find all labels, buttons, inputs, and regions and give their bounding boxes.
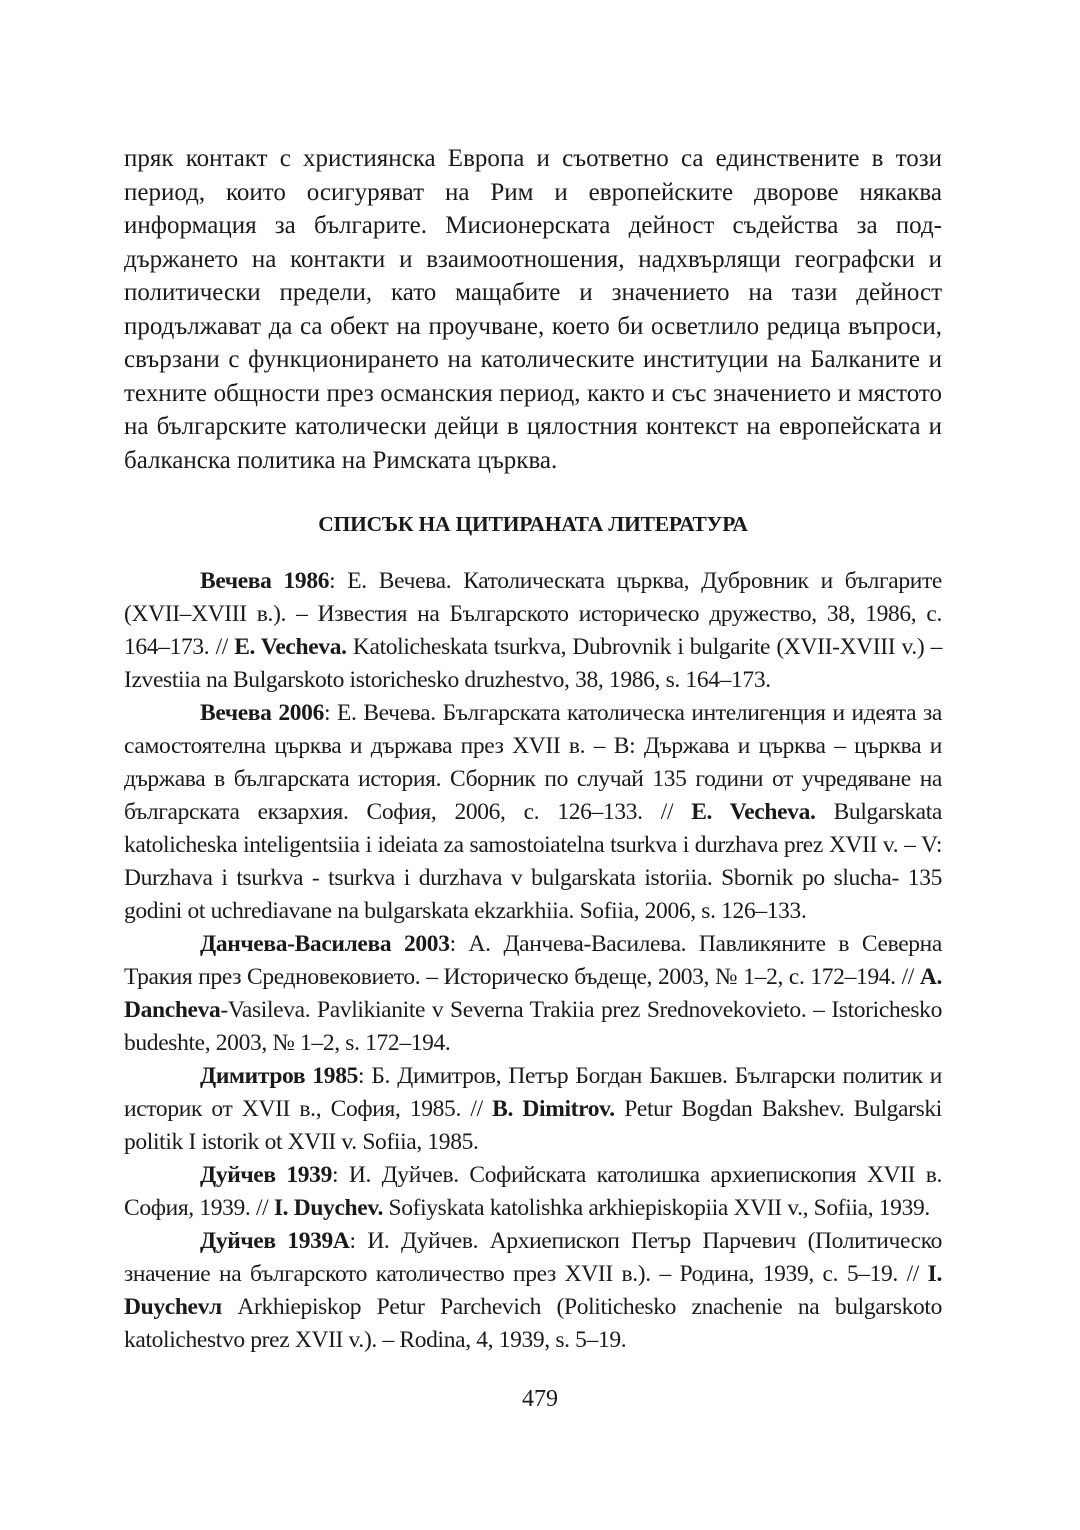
entry-key: Дуйчев 1939А [200, 1228, 350, 1254]
entry-translit-text: Sofiyskata katolishka arkhiepiskopiia XVII v., Sofiia, 1939. [382, 1195, 930, 1221]
entry-translit-author: E. Vecheva. [234, 634, 347, 660]
entry-key: Вечева 1986 [200, 568, 330, 594]
entry-key: Данчева-Василева 2003 [200, 931, 450, 957]
bibliography-heading: СПИСЪК НА ЦИТИРАНАТА ЛИТЕРАТУРА [318, 512, 748, 536]
page-body [124, 142, 942, 1357]
entry-text: И. Дуйчев. Софийската католишка архиепископия XVII в. София, 1939. // [124, 1162, 942, 1221]
body-paragraph: пряк контакт с християнска Европа и съответно са единствените в този период, които осигуряват на Рим и европейските дворове някаква информация за българите. Мисионерската дейност съдейства за поддържането на контакти и взаимоотношения, надхвърлящи географски и политически предели, като мащабите и значението на тази дейност продължават да са обект на проучване, което би осветлило редица въпроси, свързани с функционирането на католическите институции на Балканите и техните общности през османския период, както и със значението и мястото на българските католически дейци в цялостния контекст на европейската и балканска политика на Римската църква. [124, 145, 942, 474]
page-number: 479 [522, 1386, 558, 1412]
entry-translit-text: Katolicheskata tsurkva, Dubrovnik i bulgarite (XVII-XVIII v.) – Izvestiia na Bulgarskoto istorichesko druzhestvo, 38, 1986, s. 164–173. [124, 634, 942, 693]
entry-key: Вечева 2006 [200, 700, 324, 726]
bibliography-entry: Дуйчев 1939: И. Дуйчев. Софийската католишка архиепископия XVII в. София, 1939. // I. Duychev. Sofiyskata katolishka arkhiepiskopiia XVII v., Sofiia, 1939. [124, 1162, 942, 1221]
entry-translit-author: I. Duychev. [273, 1195, 383, 1221]
entry-translit-text: -Vasileva. Pavlikianite v Severna Trakiia prez Srednovekovieto. – Istorichesko budeshte, 2003, № 1–2, s. 172–194. [124, 997, 942, 1056]
bibliography-entry: Вечева 1986: Е. Вечева. Католическата църква, Дубровник и българите (XVII–XVIII в.). – Известия на Българското историческо дружество, 38, 1986, с. 164–173. // E. Vecheva. Katolicheskata tsurkva, Dubrovnik i bulgarite (XVII-XVIII v.) – Izvestiia na Bulgarskoto istorichesko druzhestvo, 38, 1986, s. 164–173. [124, 568, 942, 693]
entry-translit-text: Bulgarskata katolicheska inteligentsiia i ideiata za samostoiatelna tsurkva i durzhava prez XVII v. – V: Durzhava i tsurkva - tsurkva i durzhava v bulgarskata istoriia. Sbornik po slucha- 135 godini ot uchrediavane na bulgarskata ekzarkhiia. Sofiia, 2006, s. 126–133. [124, 799, 942, 924]
entry-translit-author: B. Dimitrov. [492, 1096, 615, 1122]
entry-text: А. Данчева-Василева. Павликяните в Северна Тракия през Средновековието. – Историческо бъдеще, 2003, № 1–2, с. 172–194. // [124, 931, 942, 990]
entry-translit-author: I. Duychevл [124, 1261, 942, 1320]
entry-translit-author: E. Vecheva. [691, 799, 816, 825]
bibliography-entry: Димитров 1985: Б. Димитров, Петър Богдан Бакшев. Български политик и историк от XVII в., София, 1985. // B. Dimitrov. Petur Bogdan Bakshev. Bulgarski politik I istorik ot XVII v. Sofiia, 1985. [124, 1063, 942, 1155]
entry-key: Дуйчев 1939 [200, 1162, 332, 1188]
bibliography-list [124, 565, 942, 1357]
entry-translit-text: Arkhiepiskop Petur Parchevich (Politichesko znachenie na bulgarskoto katolichestvo prez XVII v.). – Rodina, 4, 1939, s. 5–19. [124, 1294, 942, 1353]
entry-text: Е. Вечева. Българската католическа интелигенция и идеята за самостоятелна църква и държава през XVII в. – В: Държава и църква – църква и държава в българската история. Сборник по случай 135 години от учредяване на българската екзархия. София, 2006, с. 126–133. // [124, 700, 943, 825]
entry-text: Е. Вечева. Католическата църква, Дубровник и българите (XVII–XVIII в.). – Известия на Българското историческо дружество, 38, 1986, с. 164–173. // [124, 568, 942, 660]
bibliography-entry: Дуйчев 1939А: И. Дуйчев. Архиепископ Петър Парчевич (Политическо значение на българското католичество през XVII в.). – Родина, 1939, с. 5–19. // I. Duychevл Arkhiepiskop Petur Parchevich (Politichesko znachenie na bulgarskoto katolichestvo prez XVII v.). – Rodina, 4, 1939, s. 5–19. [124, 1228, 942, 1353]
entry-text: Б. Димитров, Петър Богдан Бакшев. Български политик и историк от XVII в., София, 1985. // [124, 1063, 942, 1122]
entry-translit-author: A. Dancheva [124, 964, 942, 1023]
bibliography-entry: Данчева-Василева 2003: А. Данчева-Василева. Павликяните в Северна Тракия през Средновековието. – Историческо бъдеще, 2003, № 1–2, с. 172–194. // A. Dancheva-Vasileva. Pavlikianite v Severna Trakiia prez Srednovekovieto. – Istorichesko budeshte, 2003, № 1–2, s. 172–194. [124, 931, 942, 1056]
bibliography-entry: Вечева 2006: Е. Вечева. Българската католическа интелигенция и идеята за самостоятелна църква и държава през XVII в. – В: Държава и църква – църква и държава в българската история. Сборник по случай 135 години от учредяване на българската екзархия. София, 2006, с. 126–133. // E. Vecheva. Bulgarskata katolicheska inteligentsiia i ideiata za samostoiatelna tsurkva i durzhava prez XVII v. – V: Durzhava i tsurkva - tsurkva i durzhava v bulgarskata istoriia. Sbornik po slucha- 135 godini ot uchrediavane na bulgarskata ekzarkhiia. Sofiia, 2006, s. 126–133. [124, 700, 943, 924]
entry-text: И. Дуйчев. Архиепископ Петър Парчевич (Политическо значение на българското католичество през XVII в.). – Родина, 1939, с. 5–19. // [124, 1228, 942, 1287]
entry-key: Димитров 1985 [200, 1063, 359, 1089]
entry-translit-text: Petur Bogdan Bakshev. Bulgarski politik I istorik ot XVII v. Sofiia, 1985. [124, 1096, 942, 1155]
